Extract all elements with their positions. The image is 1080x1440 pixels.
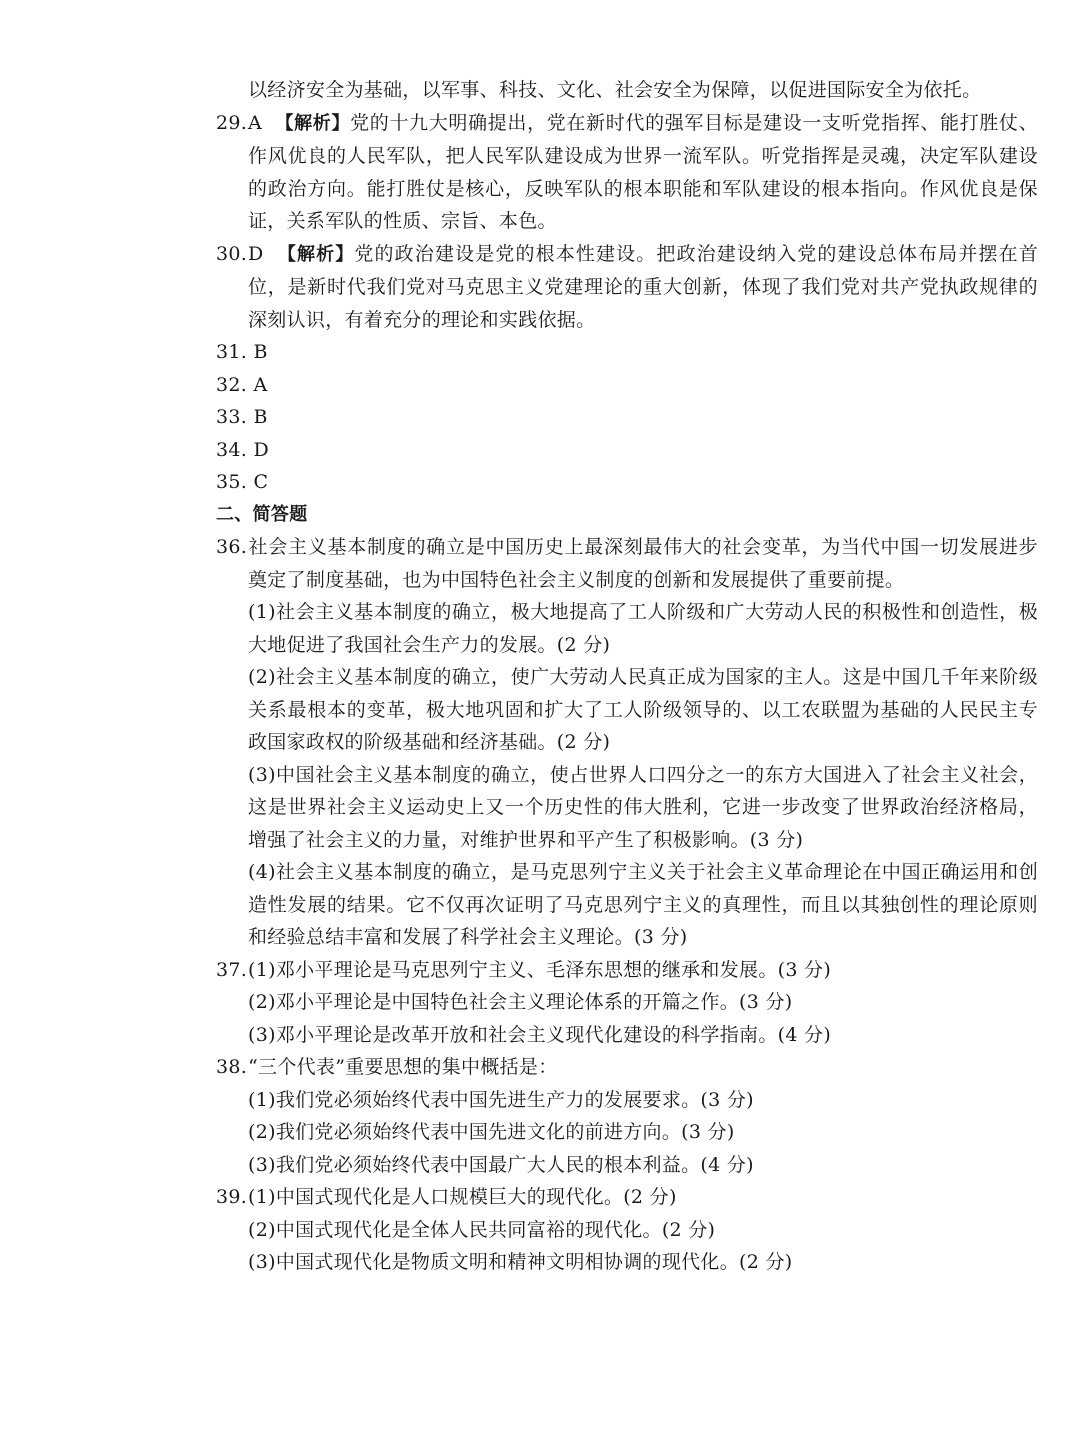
answer-32: 32. A [216,373,268,396]
intro-text: 社会主义基本制度的确立是中国历史上最深刻最伟大的社会变革，为当代中国一切发展进步奠定了制度基础，也为中国特色社会主义制度的创新和发展提供了重要前提。 [248,536,1038,591]
intro-text: “三个代表”重要思想的集中概括是： [248,1056,558,1078]
answer-letter: D [248,242,264,265]
answer-31: 31. B [216,341,268,363]
answer-37-first [216,954,1038,987]
answer-33: 33. B [216,406,268,428]
answer-key-content [216,74,1038,1279]
answer-letter: A [248,111,263,134]
answer-36-intro [216,531,1038,596]
answer-39-point-2: (2)中国式现代化是全体人民共同富裕的现代化。(2 分) [248,1218,716,1241]
answer-36-point-4: (4)社会主义基本制度的确立，是马克思列宁主义关于社会主义革命理论在中国正确运用和创造性发展的结果。它不仅再次证明了马克思列宁主义的真理性，而且以其独创性的理论原则和经验总结丰富和发展了科学社会主义理论。(3 分) [248,861,1038,948]
analysis-text: 党的十九大明确提出，党在新时代的强军目标是建设一支听党指挥、能打胜仗、作风优良的人民军队，把人民军队建设成为世界一流军队。听党指挥是灵魂，决定军队建设的政治方向。能打胜仗是核心，反映军队的根本职能和军队建设的根本指向。作风优良是保证，关系军队的性质、宗旨、本色。 [248,111,1038,232]
question-number: 30. [216,242,248,265]
answer-35: 35. C [216,471,269,493]
section-heading: 二、简答题 [216,503,308,525]
question-number: 37. [216,958,248,981]
question-number: 36. [216,536,248,558]
answer-38-point-2: (2)我们党必须始终代表中国先进文化的前进方向。(3 分) [248,1121,735,1143]
analysis-tag: 【解析】 [275,112,351,134]
answer-30 [216,238,1038,337]
answer-38-point-1: (1)我们党必须始终代表中国先进生产力的发展要求。(3 分) [248,1088,754,1111]
answer-36-point-3: (3)中国社会主义基本制度的确立，使占世界人口四分之一的东方大国进入了社会主义社会，这是世界社会主义运动史上又一个历史性的伟大胜利，它进一步改变了世界政治经济格局，增强了社会主义的力量，对维护世界和平产生了积极影响。(3 分) [248,763,1038,851]
answer-37-point-2: (2)邓小平理论是中国特色社会主义理论体系的开篇之作。(3 分) [248,991,793,1013]
question-number: 29. [216,111,248,134]
answer-38-point-3: (3)我们党必须始终代表中国最广大人民的根本利益。(4 分) [248,1153,754,1176]
answer-39-point-3: (3)中国式现代化是物质文明和精神文明相协调的现代化。(2 分) [248,1251,793,1273]
answer-34: 34. D [216,438,269,461]
analysis-text: 党的政治建设是党的根本性建设。把政治建设纳入党的建设总体布局并摆在首位，是新时代我们党对马克思主义党建理论的重大创新，体现了我们党对共产党执政规律的深刻认识，有着充分的理论和实践依据。 [248,242,1039,331]
question-number: 39. [216,1186,248,1208]
point-text: (1)中国式现代化是人口规模巨大的现代化。(2 分) [248,1186,677,1208]
answer-36-point-2: (2)社会主义基本制度的确立，使广大劳动人民真正成为国家的主人。这是中国几千年来阶级关系最根本的变革，极大地巩固和扩大了工人阶级领导的、以工农联盟为基础的人民民主专政国家政权的阶级基础和经济基础。(2 分) [248,666,1038,753]
answer-38-intro [216,1051,1038,1084]
analysis-tag: 【解析】 [277,243,355,265]
answer-36-point-1: (1)社会主义基本制度的确立，极大地提高了工人阶级和广大劳动人民的积极性和创造性，极大地促进了我国社会生产力的发展。(2 分) [248,601,1038,656]
answer-39-first [216,1181,1038,1214]
answer-37-point-3: (3)邓小平理论是改革开放和社会主义现代化建设的科学指南。(4 分) [248,1023,832,1046]
answer-29 [216,107,1038,238]
point-text: (1)邓小平理论是马克思列宁主义、毛泽东思想的继承和发展。(3 分) [248,958,832,981]
question-number: 38. [216,1056,248,1078]
continuation-line: 以经济安全为基础，以军事、科技、文化、社会安全为保障，以促进国际安全为依托。 [248,79,982,101]
